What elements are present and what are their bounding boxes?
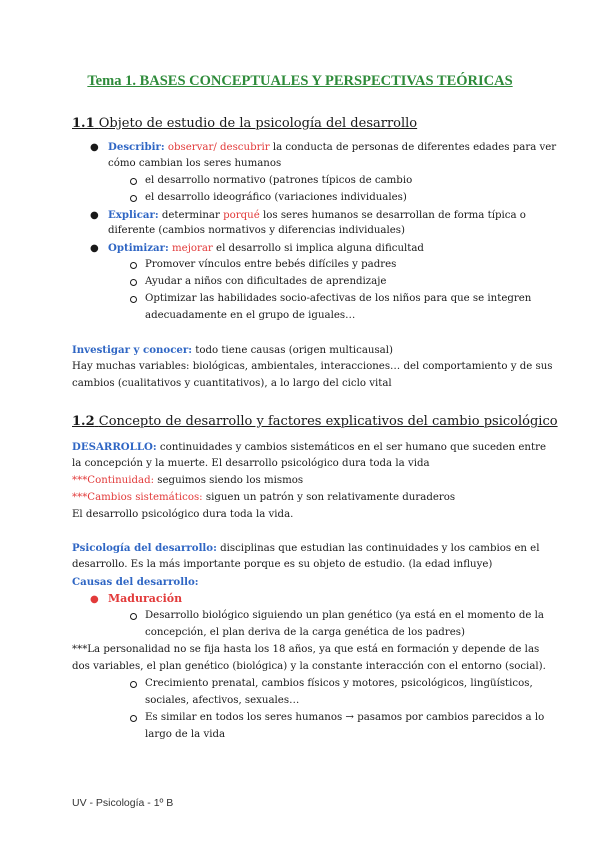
optimizar-red: mejorar	[172, 243, 213, 254]
desarrollo-text: continuidades y cambios sistemáticos en el ser humano que suceden entre	[156, 442, 546, 453]
continuidad-line	[72, 473, 303, 490]
optimizar-line	[108, 240, 424, 258]
continuidad-text: seguimos siendo los mismos	[154, 475, 304, 486]
desarrollo-label: DESARROLLO:	[72, 441, 157, 453]
investigar-label: Investigar y conocer:	[72, 344, 193, 356]
section-title: Concepto de desarrollo y factores explicativos del cambio psicológico	[98, 414, 558, 429]
optimizar-sub-1: Promover vínculos entre bebés difíciles y padres	[145, 259, 397, 270]
describir-sub-2: el desarrollo ideográfico (variaciones individuales)	[145, 192, 407, 203]
desarrollo-cont: la concepción y la muerte. El desarrollo psicológico dura toda la vida	[72, 458, 430, 469]
explicar-cont: diferente (cambios normativos y diferencias individuales)	[108, 225, 405, 236]
nota-line-1: ***La personalidad no se fija hasta los 18 años, ya que está en formación y depende de las	[72, 644, 540, 655]
sub-bullet-circle	[130, 195, 137, 202]
maduracion-sub-1: Desarrollo biológico siguiendo un plan genético (ya está en el momento de la	[145, 610, 545, 621]
bullet-dot: ●	[90, 243, 99, 254]
explicar-pre: determinar	[158, 210, 224, 221]
describir-sub-1: el desarrollo normativo (patrones típicos de cambio	[145, 175, 413, 186]
psicologia-cont: desarrollo. Es la más importante porque es su objeto de estudio. (la edad influye)	[72, 559, 493, 570]
section-1-1-heading	[72, 116, 417, 131]
crecimiento-line-2: sociales, afectivos, sexuales…	[145, 695, 300, 706]
describir-red: observar/ descubrir	[167, 142, 270, 153]
similar-line-2: largo de la vida	[145, 729, 226, 740]
sub-bullet-circle	[130, 296, 137, 303]
investigar-line	[72, 342, 393, 360]
explicar-red: porqué	[223, 210, 260, 221]
optimizar-text: el desarrollo si implica alguna dificultad	[212, 243, 424, 254]
bullet-dot: ●	[90, 594, 99, 605]
maduracion-sub-2: concepción, el plan deriva de la carga genética de los padres)	[145, 627, 465, 638]
investigar-text: todo tiene causas (origen multicausal)	[192, 345, 393, 356]
psicologia-text: disciplinas que estudian las continuidades y los cambios en el	[216, 543, 540, 554]
vida-line: El desarrollo psicológico dura toda la vida.	[72, 509, 294, 520]
optimizar-sub-3-cont: adecuadamente en el grupo de iguales…	[145, 310, 356, 321]
section-number: 1.2	[72, 414, 95, 429]
section-number: 1.1	[72, 116, 95, 131]
optimizar-sub-3: Optimizar las habilidades socio-afectivas de los niños para que se integren	[145, 293, 532, 304]
sub-bullet-circle	[130, 715, 137, 722]
causas-heading: Causas del desarrollo:	[72, 576, 199, 588]
nota-line-2: dos variables, el plan genético (biológica) y la constante interacción con el entorno (social).	[72, 661, 546, 672]
bullet-dot: ●	[90, 210, 99, 221]
optimizar-sub-2: Ayudar a niños con dificultades de aprendizaje	[145, 276, 387, 287]
continuidad-label: ***Continuidad:	[72, 475, 155, 486]
section-title: Objeto de estudio de la psicología del desarrollo	[98, 116, 418, 131]
page-footer: UV - Psicología - 1º B	[72, 797, 174, 809]
describir-text: la conducta de personas de diferentes edades para ver	[269, 142, 557, 153]
explicar-text: los seres humanos se desarrollan de forma típica o	[259, 210, 526, 221]
section-1-2-heading	[72, 414, 558, 429]
psicologia-line	[72, 540, 539, 558]
describir-line	[108, 139, 556, 157]
explicar-label: Explicar:	[108, 209, 159, 221]
explicar-line	[108, 207, 526, 225]
optimizar-label: Optimizar:	[108, 242, 169, 254]
psicologia-label: Psicología del desarrollo:	[72, 542, 217, 554]
crecimiento-line-1: Crecimiento prenatal, cambios físicos y motores, psicológicos, lingüísticos,	[145, 678, 533, 689]
describir-cont: cómo cambian los seres humanos	[108, 158, 282, 169]
cambios-line	[72, 490, 455, 507]
sub-bullet-circle	[130, 279, 137, 286]
cambios-text: siguen un patrón y son relativamente duraderos	[202, 492, 456, 503]
investigar-line-2: Hay muchas variables: biológicas, ambientales, interacciones… del comportamiento y de sus	[72, 361, 553, 372]
investigar-line-3: cambios (cualitativos y cuantitativos), a lo largo del ciclo vital	[72, 378, 392, 389]
sub-bullet-circle	[130, 178, 137, 185]
describir-label: Describir:	[108, 141, 165, 153]
document-title: Tema 1. BASES CONCEPTUALES Y PERSPECTIVAS TEÓRICAS	[87, 73, 513, 89]
desarrollo-line	[72, 439, 546, 457]
maduracion-label: Maduración	[108, 592, 183, 605]
bullet-dot: ●	[90, 142, 99, 153]
sub-bullet-circle	[130, 681, 137, 688]
cambios-label: ***Cambios sistemáticos:	[72, 492, 203, 503]
sub-bullet-circle	[130, 613, 137, 620]
similar-line-1: Es similar en todos los seres humanos → pasamos por cambios parecidos a lo	[145, 712, 545, 723]
sub-bullet-circle	[130, 262, 137, 269]
